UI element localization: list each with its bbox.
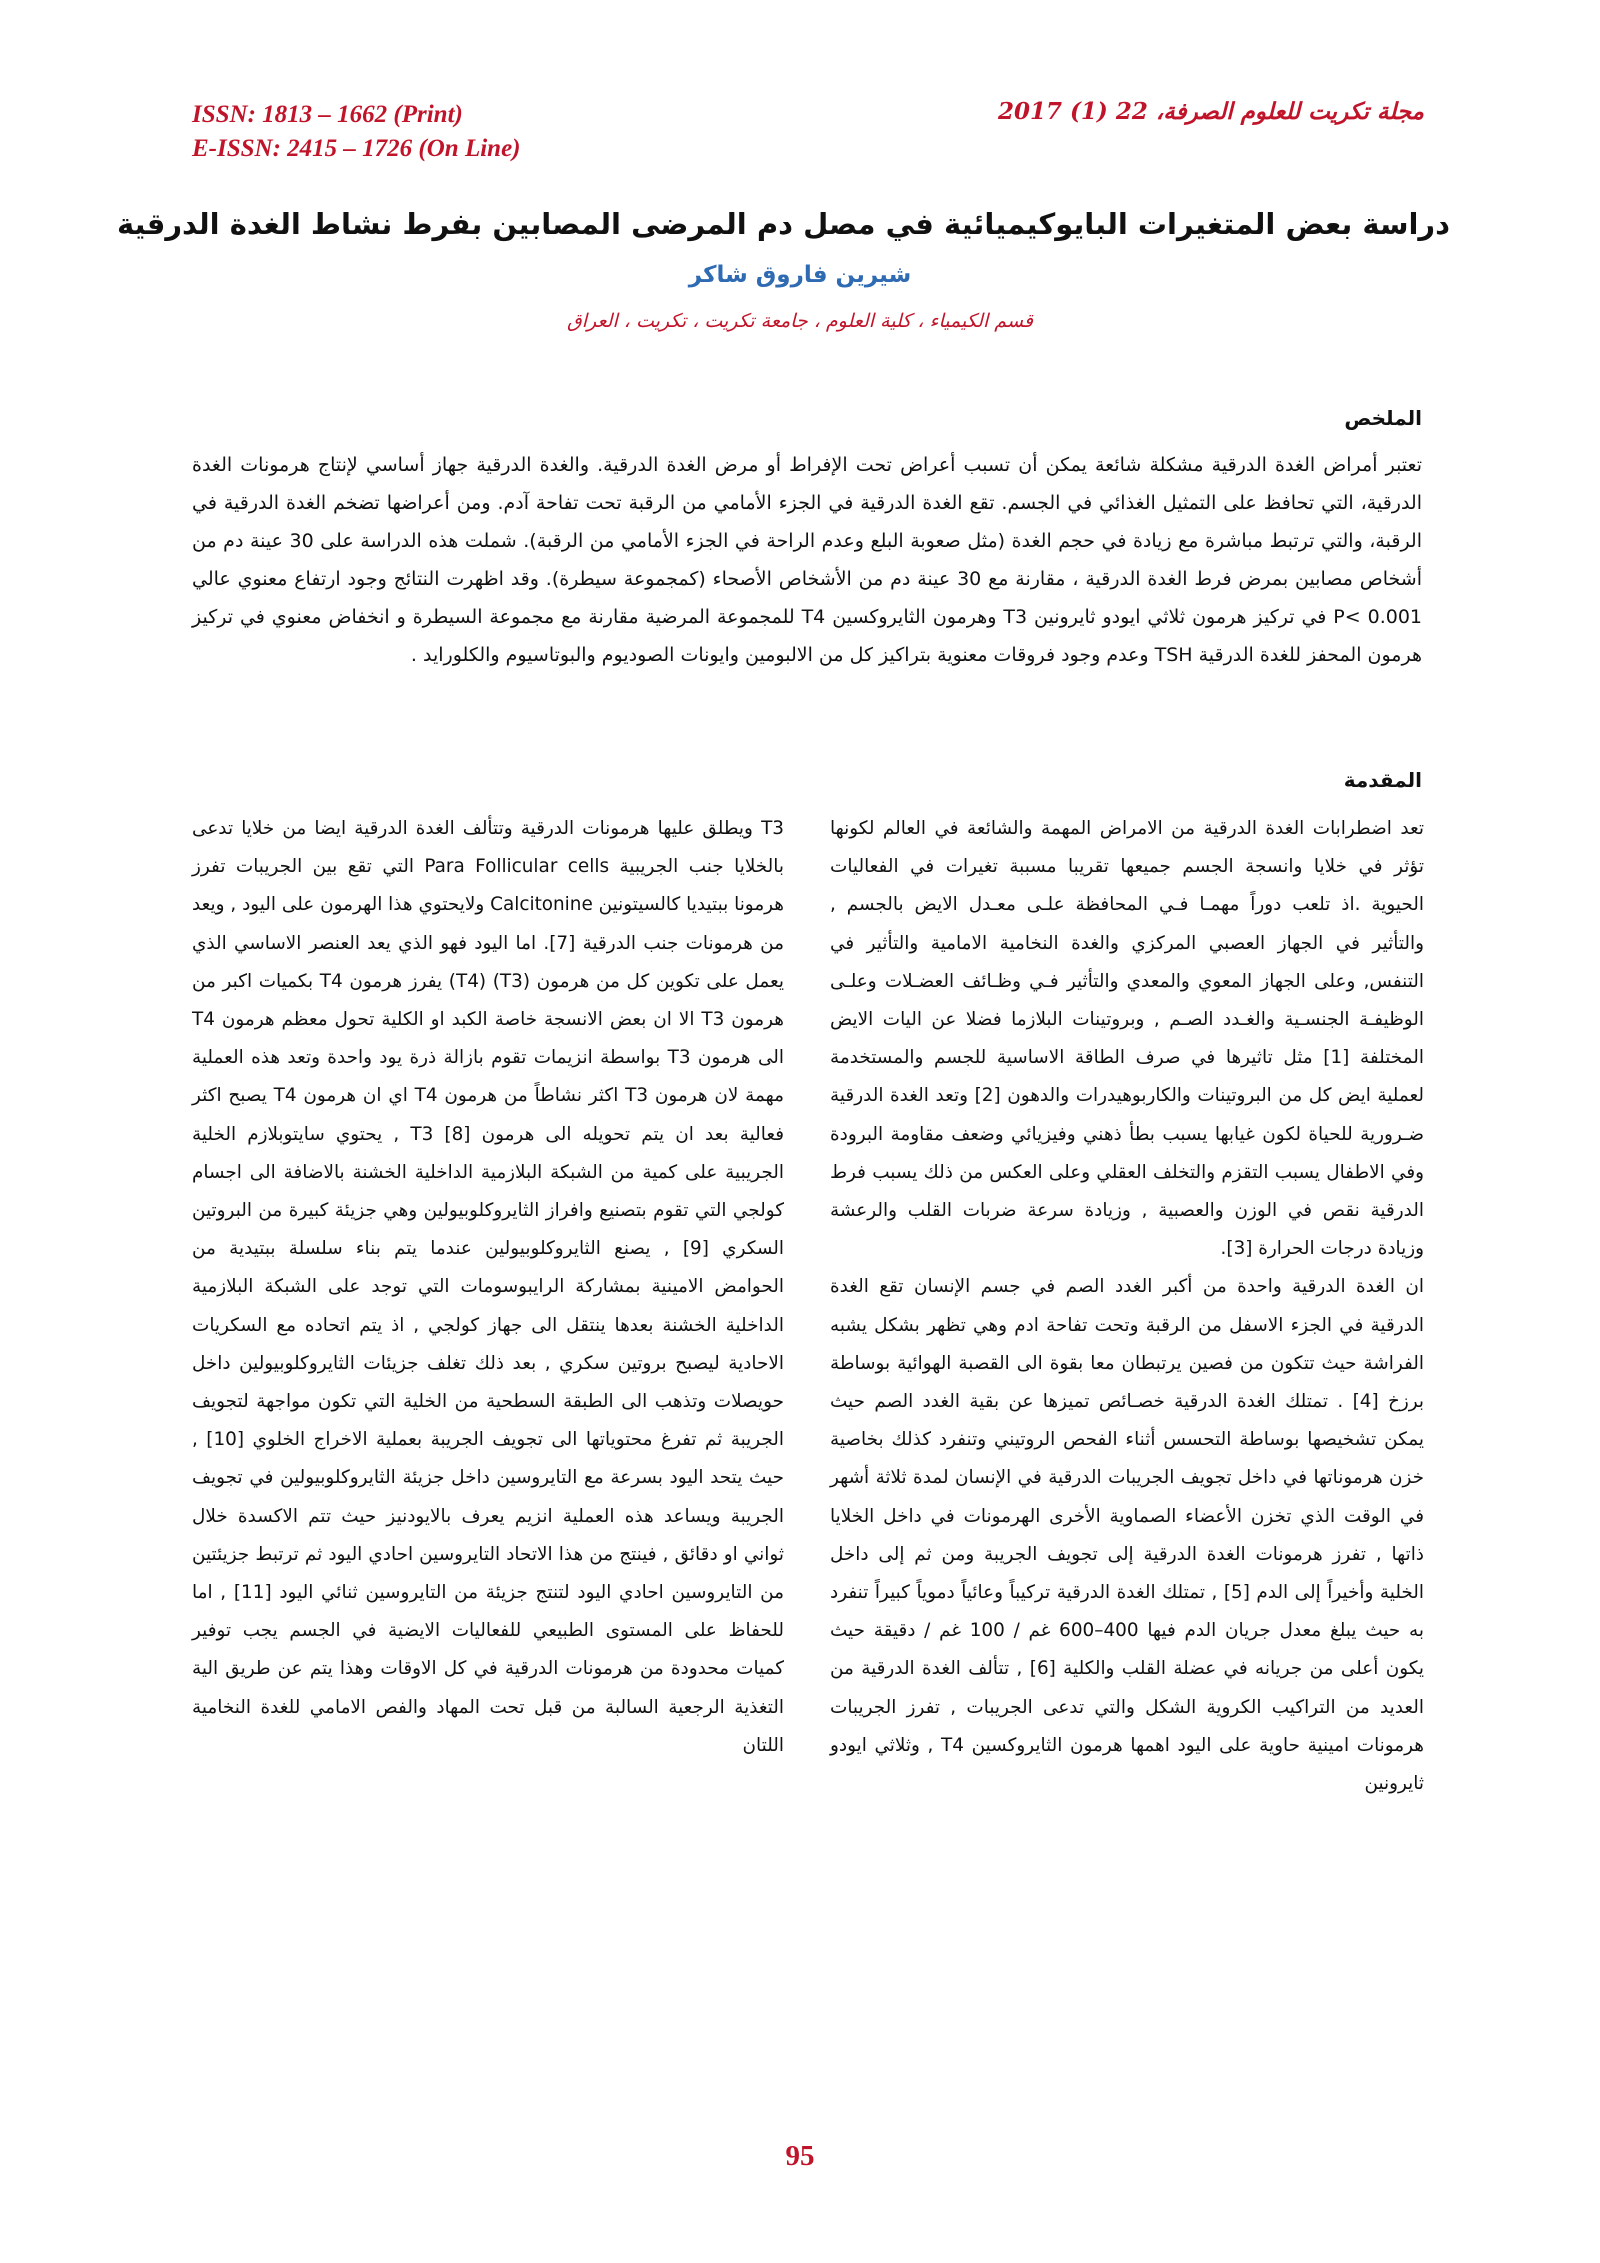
intro-paragraph: تعد اضطرابات الغدة الدرقية من الامراض المهمة والشائعة في العالم لكونها تؤثر في خلايا وانسجة الجسم جميعها تقريبا مسببة تغيرات في الفعاليات الحيوية .اذ تلعب دوراً مهمـا فـي المحافظة علـى معـدل الايض بالجسم , والتأثير في الجهاز العصبي المركزي والغدة النخامية الامامية والتأثير في التنفس, وعلى الجهاز المعوي والمعدي والتأثير فـي وظـائف العضـلات وعلـى الوظيفـة الجنسـية والغـدد الصـم , وبروتينات البلازما فضلا عن اليات الايض المختلفة [1] مثل تاثيرها في صرف الطاقة الاساسية للجسم والمستخدمة لعملية ايض كل من البروتينات والكاربوهيدرات والدهون [2] وتعد الغدة الدرقية ضـرورية للحياة لكون غيابها يسبب بطأ ذهني وفيزيائي وضعف مقاومة البرودة وفي الاطفال يسبب التقزم والتخلف العقلي وعلى العكس من ذلك يسبب فرط الدرقية نقص في الوزن والعصبية , وزيادة سرعة ضربات القلب والرعشة وزيادة درجات الحرارة [3].: [830, 818, 1424, 1260]
page-number: 95: [785, 2140, 815, 2172]
paper-title: دراسة بعض المتغيرات البايوكيميائية في مصل دم المرضى المصابين بفرط نشاط الغدة الدرقية: [116, 207, 1450, 241]
abstract-heading: الملخص: [1344, 406, 1422, 430]
intro-paragraph: ان الغدة الدرقية واحدة من أكبر الغدد الصم في جسم الإنسان تقع الغدة الدرقية في الجزء الاسفل من الرقبة وتحت تفاحة ادم وهي تظهر بشكل يشبه الفراشة حيث تتكون من فصين يرتبطان معا بقوة الى القصبة الهوائية بوساطة برزخ [4] . تمتلك الغدة الدرقية خصـائص تميزها عن بقية الغدد الصم حيث يمكن تشخيصها بوساطة التحسس أثناء الفحص الروتيني وتنفرد كذلك بخاصية خزن هرموناتها في داخل تجويف الجريبات الدرقية في الإنسان لمدة ثلاثة أشهر في الوقت الذي تخزن الأعضاء الصماوية الأخرى الهرمونات في داخل الخلايا ذاتها , تفرز هرمونات الغدة الدرقية إلى تجويف الجريبة ومن ثم إلى داخل الخلية وأخيراً إلى الدم [5] , تمتلك الغدة الدرقية تركيباً وعائياً دموياً كبيراً تنفرد به حيث يبلغ معدل جريان الدم فيها 400–600 غم / 100 غم / دقيقة حيث يكون أعلى من جريانه في عضلة القلب والكلية [6] , تتألف الغدة الدرقية من العديد من التراكيب الكروية الشكل والتي تدعى الجريبات , تفرز الجريبات هرمونات امينية حاوية على اليود اهمها هرمون الثايروكسين T4 , وثلاثي ايودو ثايرونين: [830, 1276, 1424, 1795]
intro-column-right: [830, 810, 1424, 1803]
issn-online: E-ISSN: 2415 – 1726 (On Line): [192, 135, 521, 162]
affiliation: قسم الكيمياء ، كلية العلوم ، جامعة تكريت ، تكريت ، العراق: [567, 310, 1033, 332]
abstract-text: تعتبر أمراض الغدة الدرقية مشكلة شائعة يمكن أن تسبب أعراض تحت الإفراط أو مرض الغدة الدرقية. والغدة الدرقية جهاز أساسي لإنتاج هرمونات الغدة الدرقية، التي تحافظ على التمثيل الغذائي في الجسم. تقع الغدة الدرقية في الجزء الأمامي من الرقبة تحت تفاحة آدم. ومن أعراضها تضخم الغدة الدرقية في الرقبة، والتي ترتبط مباشرة مع زيادة في حجم الغدة (مثل صعوبة البلع وعدم الراحة في الجزء الأمامي من الرقبة). شملت هذه الدراسة على 30 عينة دم من أشخاص مصابين بمرض فرط الغدة الدرقية ، مقارنة مع 30 عينة دم من الأشخاص الأصحاء (كمجموعة سيطرة). وقد اظهرت النتائج وجود ارتفاع معنوي عالي P< 0.001 في تركيز هرمون ثلاثي ايودو ثايرونين T3 وهرمون الثايروكسين T4 للمجموعة المرضية مقارنة مع مجموعة السيطرة و انخفاض معنوي في تركيز هرمون المحفز للغدة الدرقية TSH وعدم وجود فروقات معنوية بتراكيز كل من الالبومين وايونات الصوديوم والبوتاسيوم والكلورايد .: [192, 454, 1422, 666]
intro-paragraph: T3 ويطلق عليها هرمونات الدرقية وتتألف الغدة الدرقية ايضا من خلايا تدعى بالخلايا جنب الجريبية Para Follicular cells التي تقع بين الجريبات تفرز هرمونا ببتيديا كالسيتونين Calcitonine ولايحتوي هذا الهرمون على اليود , ويعد من هرمونات جنب الدرقية [7]. اما اليود فهو الذي يعد العنصر الاساسي الذي يعمل على تكوين كل من هرمون (T3) (T4) يفرز هرمون T4 بكميات اكبر من هرمون T3 الا ان بعض الانسجة خاصة الكبد او الكلية تحول معظم هرمون T4 الى هرمون T3 بواسطة انزيمات تقوم بازالة ذرة يود واحدة وتعد هذه العملية مهمة لان هرمون T3 اكثر نشاطاً من هرمون T4 اي ان هرمون T4 يصبح اكثر فعالية بعد ان يتم تحويله الى هرمون T3 [8] , يحتوي سايتوبلازم الخلية الجريبية على كمية من الشبكة البلازمية الداخلية الخشنة بالاضافة الى اجسام كولجي التي تقوم بتصنيع وافراز الثايروكلوبيولين وهي جزيئة كبيرة من البروتين السكري [9] , يصنع الثايروكلوبيولين عندما يتم بناء سلسلة ببتيدية من الحوامض الامينية بمشاركة الرايبوسومات التي توجد على الشبكة البلازمية الداخلية الخشنة بعدها ينتقل الى جهاز كولجي , اذ يتم اتحاده مع السكريات الاحادية ليصبح بروتين سكري , بعد ذلك تغلف جزيئات الثايروكلوبيولين داخل حويصلات وتذهب الى الطبقة السطحية من الخلية التي تكون مواجهة لتجويف الجريبة ثم تفرغ محتوياتها الى تجويف الجريبة بعملية الاخراج الخلوي [10] , حيث يتحد اليود بسرعة مع التايروسين داخل جزيئة الثايروكلوبيولين في تجويف الجريبة ويساعد هذه العملية انزيم يعرف بالايودنيز حيث تتم الاكسدة خلال ثواني او دقائق , فينتج من هذا الاتحاد التايروسين احادي اليود ثم ترتبط جزيئتين من التايروسين احادي اليود لتنتج جزيئة من التايروسين ثنائي اليود [11] , اما للحفاظ على المستوى الطبيعي للفعاليات الايضية في الجسم يجب توفير كميات محدودة من هرمونات الدرقية في كل الاوقات وهذا يتم عن طريق الية التغذية الرجعية السالبة من قبل تحت المهاد والفص الامامي للغدة النخامية اللتان: [192, 818, 785, 1756]
journal-line: مجلة تكريت للعلوم الصرفة، 22 (1) 2017: [998, 98, 1424, 125]
intro-column-left: [192, 810, 784, 1765]
issn-print: ISSN: 1813 – 1662 (Print): [192, 101, 463, 128]
author-name: شيرين فاروق شاكر: [688, 262, 912, 288]
issn-block: [192, 98, 521, 166]
intro-heading: المقدمة: [1343, 768, 1422, 792]
